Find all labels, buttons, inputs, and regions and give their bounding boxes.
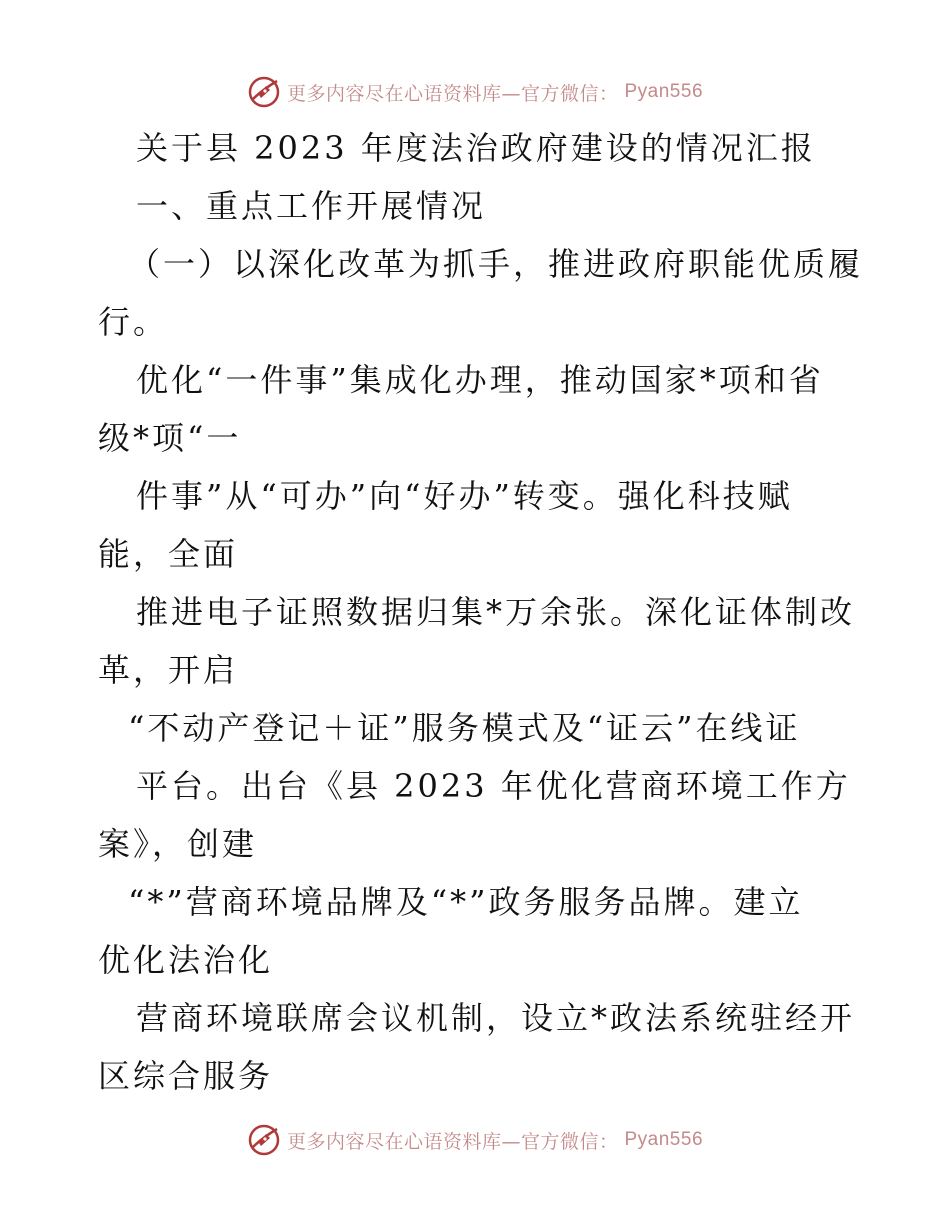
footer-watermark (0, 1118, 950, 1162)
section-heading: 一、重点工作开展情况 (136, 187, 487, 225)
text-line: 革，开启 (98, 651, 239, 689)
text-line: 级*项“一 (98, 419, 242, 457)
watermark-wechat-id: Pyan556 (624, 1129, 704, 1150)
pen-nib-circle-icon (247, 75, 281, 109)
text-line: 件事”从“可办”向“好办”转变。强化科技赋 (136, 477, 793, 515)
pen-nib-circle-icon (247, 1123, 281, 1157)
text-line: 案》，创建 (98, 825, 258, 863)
watermark-text: 更多内容尽在心语资料库—官方微信： (286, 82, 619, 105)
text-line: 区综合服务 (98, 1057, 274, 1095)
document-title: 关于县 2023 年度法治政府建设的情况汇报 (136, 129, 816, 167)
subsection-heading: （一）以深化改革为抓手，推进政府职能优质履 (128, 245, 864, 283)
text-line: 优化“一件事”集成化办理，推动国家*项和省 (136, 361, 824, 399)
text-line: 推进电子证照数据归集*万余张。深化证体制改 (136, 593, 856, 631)
text-line: 行。 (98, 303, 169, 341)
text-line: 平台。出台《县 2023 年优化营商环境工作方 (136, 767, 851, 805)
text-line: “不动产登记＋证”服务模式及“证云”在线证 (128, 709, 801, 747)
watermark-wechat-id: Pyan556 (624, 81, 704, 102)
watermark-text: 更多内容尽在心语资料库—官方微信： (286, 1130, 619, 1153)
text-line: 优化法治化 (98, 941, 274, 979)
text-line: 能，全面 (98, 535, 239, 573)
header-watermark (0, 70, 950, 114)
text-line: 营商环境联席会议机制，设立*政法系统驻经开 (136, 999, 856, 1037)
text-line: “*”营商环境品牌及“*”政务服务品牌。建立 (128, 883, 804, 921)
